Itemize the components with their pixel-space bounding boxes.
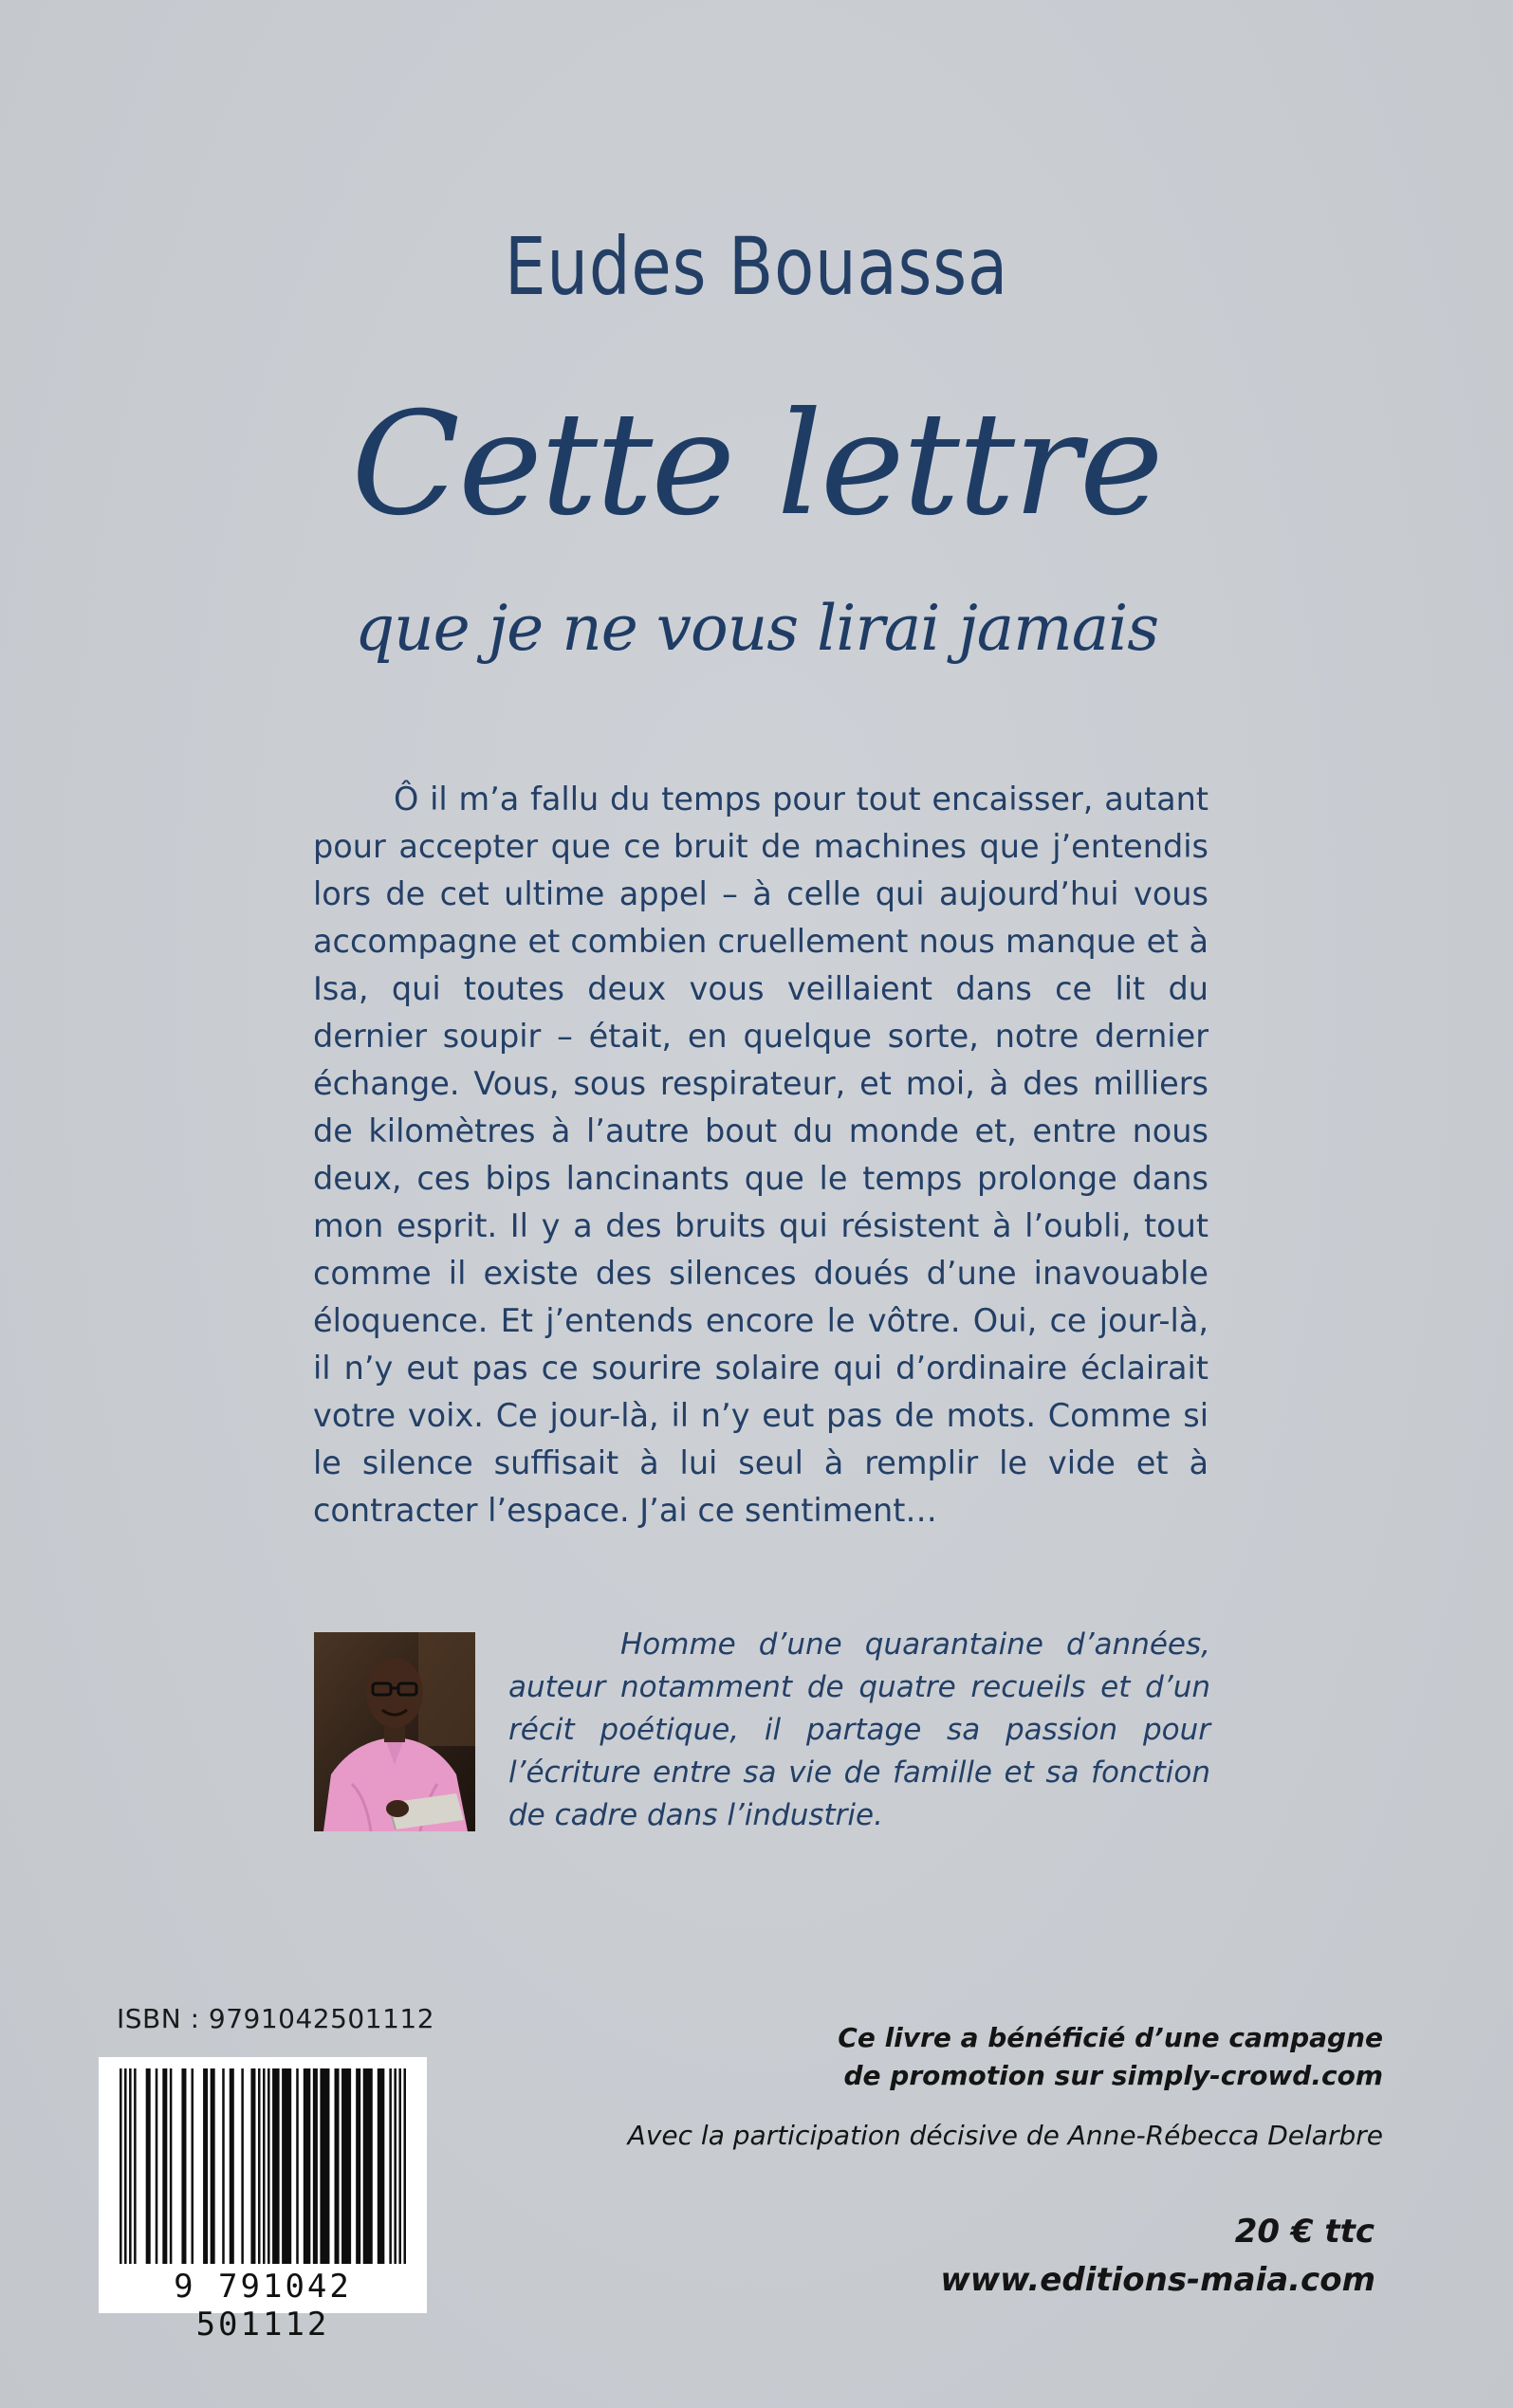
publisher-website: www.editions-maia.com [940,2261,1375,2299]
barcode-bar [124,2068,127,2264]
barcode-bar [170,2068,173,2264]
isbn-barcode [99,2057,427,2344]
barcode-bar [341,2068,351,2264]
barcode-bar [363,2068,373,2264]
barcode-bar [398,2068,401,2264]
barcode-bar [313,2068,318,2264]
barcode-bar [263,2068,266,2264]
barcode-bar [258,2068,261,2264]
barcode-bar [162,2068,167,2264]
participation-credit: Avec la participation décisive de Anne-Rébecca Delarbre [627,2120,1383,2151]
barcode-bar [222,2068,225,2264]
barcode-bar [211,2068,215,2264]
promotion-notice [719,2019,1383,2095]
barcode-bar [335,2068,340,2264]
barcode-bar [296,2068,299,2264]
barcode-bar [389,2068,392,2264]
barcode-bar [394,2068,397,2264]
barcode-bar [134,2068,137,2264]
author-portrait-icon [314,1632,475,1831]
barcode-icon [99,2057,427,2268]
author-name: Eudes Bouassa [505,220,1008,313]
barcode-bar [120,2068,122,2264]
barcode-bar [203,2068,208,2264]
barcode-bar [146,2068,151,2264]
barcode-bar [129,2068,132,2264]
barcode-bar [378,2068,385,2264]
barcode-digits: 9 791042 501112 [174,2268,352,2344]
barcode-bar [181,2068,186,2264]
barcode-bar [304,2068,311,2264]
isbn-label: ISBN : 9791042501112 [117,2003,435,2034]
barcode-bar [230,2068,234,2264]
book-price: 20 € ttc [1234,2213,1375,2251]
book-subtitle: que je ne vous lirai jamais [354,592,1159,665]
author-portrait-photo [314,1632,475,1831]
barcode-bar [272,2068,280,2264]
barcode-bar [192,2068,194,2264]
barcode-bar [268,2068,270,2264]
author-biography: Homme d’une quarantaine d’années, auteur notamment de quatre recueils et d’un récit poétique, il partage sa passion pour l’écriture entre sa vie de famille et sa fonction de cadre dans l’industrie. [508,1627,1210,1832]
book-excerpt: Ô il m’a fallu du temps pour tout encaisser, autant pour accepter que ce bruit de machines que j’entendis lors de cet ultime appel – à celle qui aujourd’hui vous accompagne et combien cruellement nous manque et à Isa, qui toutes deux vous veillaient dans ce lit du dernier soupir – était, en quelque sorte, notre dernier échange. Vous, sous respirateur, et moi, à des milliers de kilomètres à l’autre bout du monde et, entre nous deux, ces bips lancinants que le temps prolonge dans mon esprit. Il y a des bruits qui résistent à l’oubli, tout comme il existe des silences doués d’une inavouable éloquence. Et j’entends encore le vôtre. Oui, ce jour-là, il n’y eut pas ce sourire solaire qui d’ordinaire éclairait votre voix. Ce jour-là, il n’y eut pas de mots. Comme si le silence suffisait à lui seul à remplir le vide et à contracter l’espace. J’ai ce sentiment… [313,781,1209,1529]
barcode-bar [156,2068,158,2264]
promotion-line-2: de promotion sur simply-crowd.com [843,2060,1383,2091]
barcode-bar [320,2068,329,2264]
barcode-bar [403,2068,406,2264]
promotion-line-1: Ce livre a bénéficié d’une campagne [838,2022,1383,2053]
book-title: Cette lettre [351,382,1162,547]
barcode-bar [356,2068,360,2264]
barcode-bar [282,2068,291,2264]
barcode-bar [241,2068,244,2264]
barcode-bar [250,2068,255,2264]
